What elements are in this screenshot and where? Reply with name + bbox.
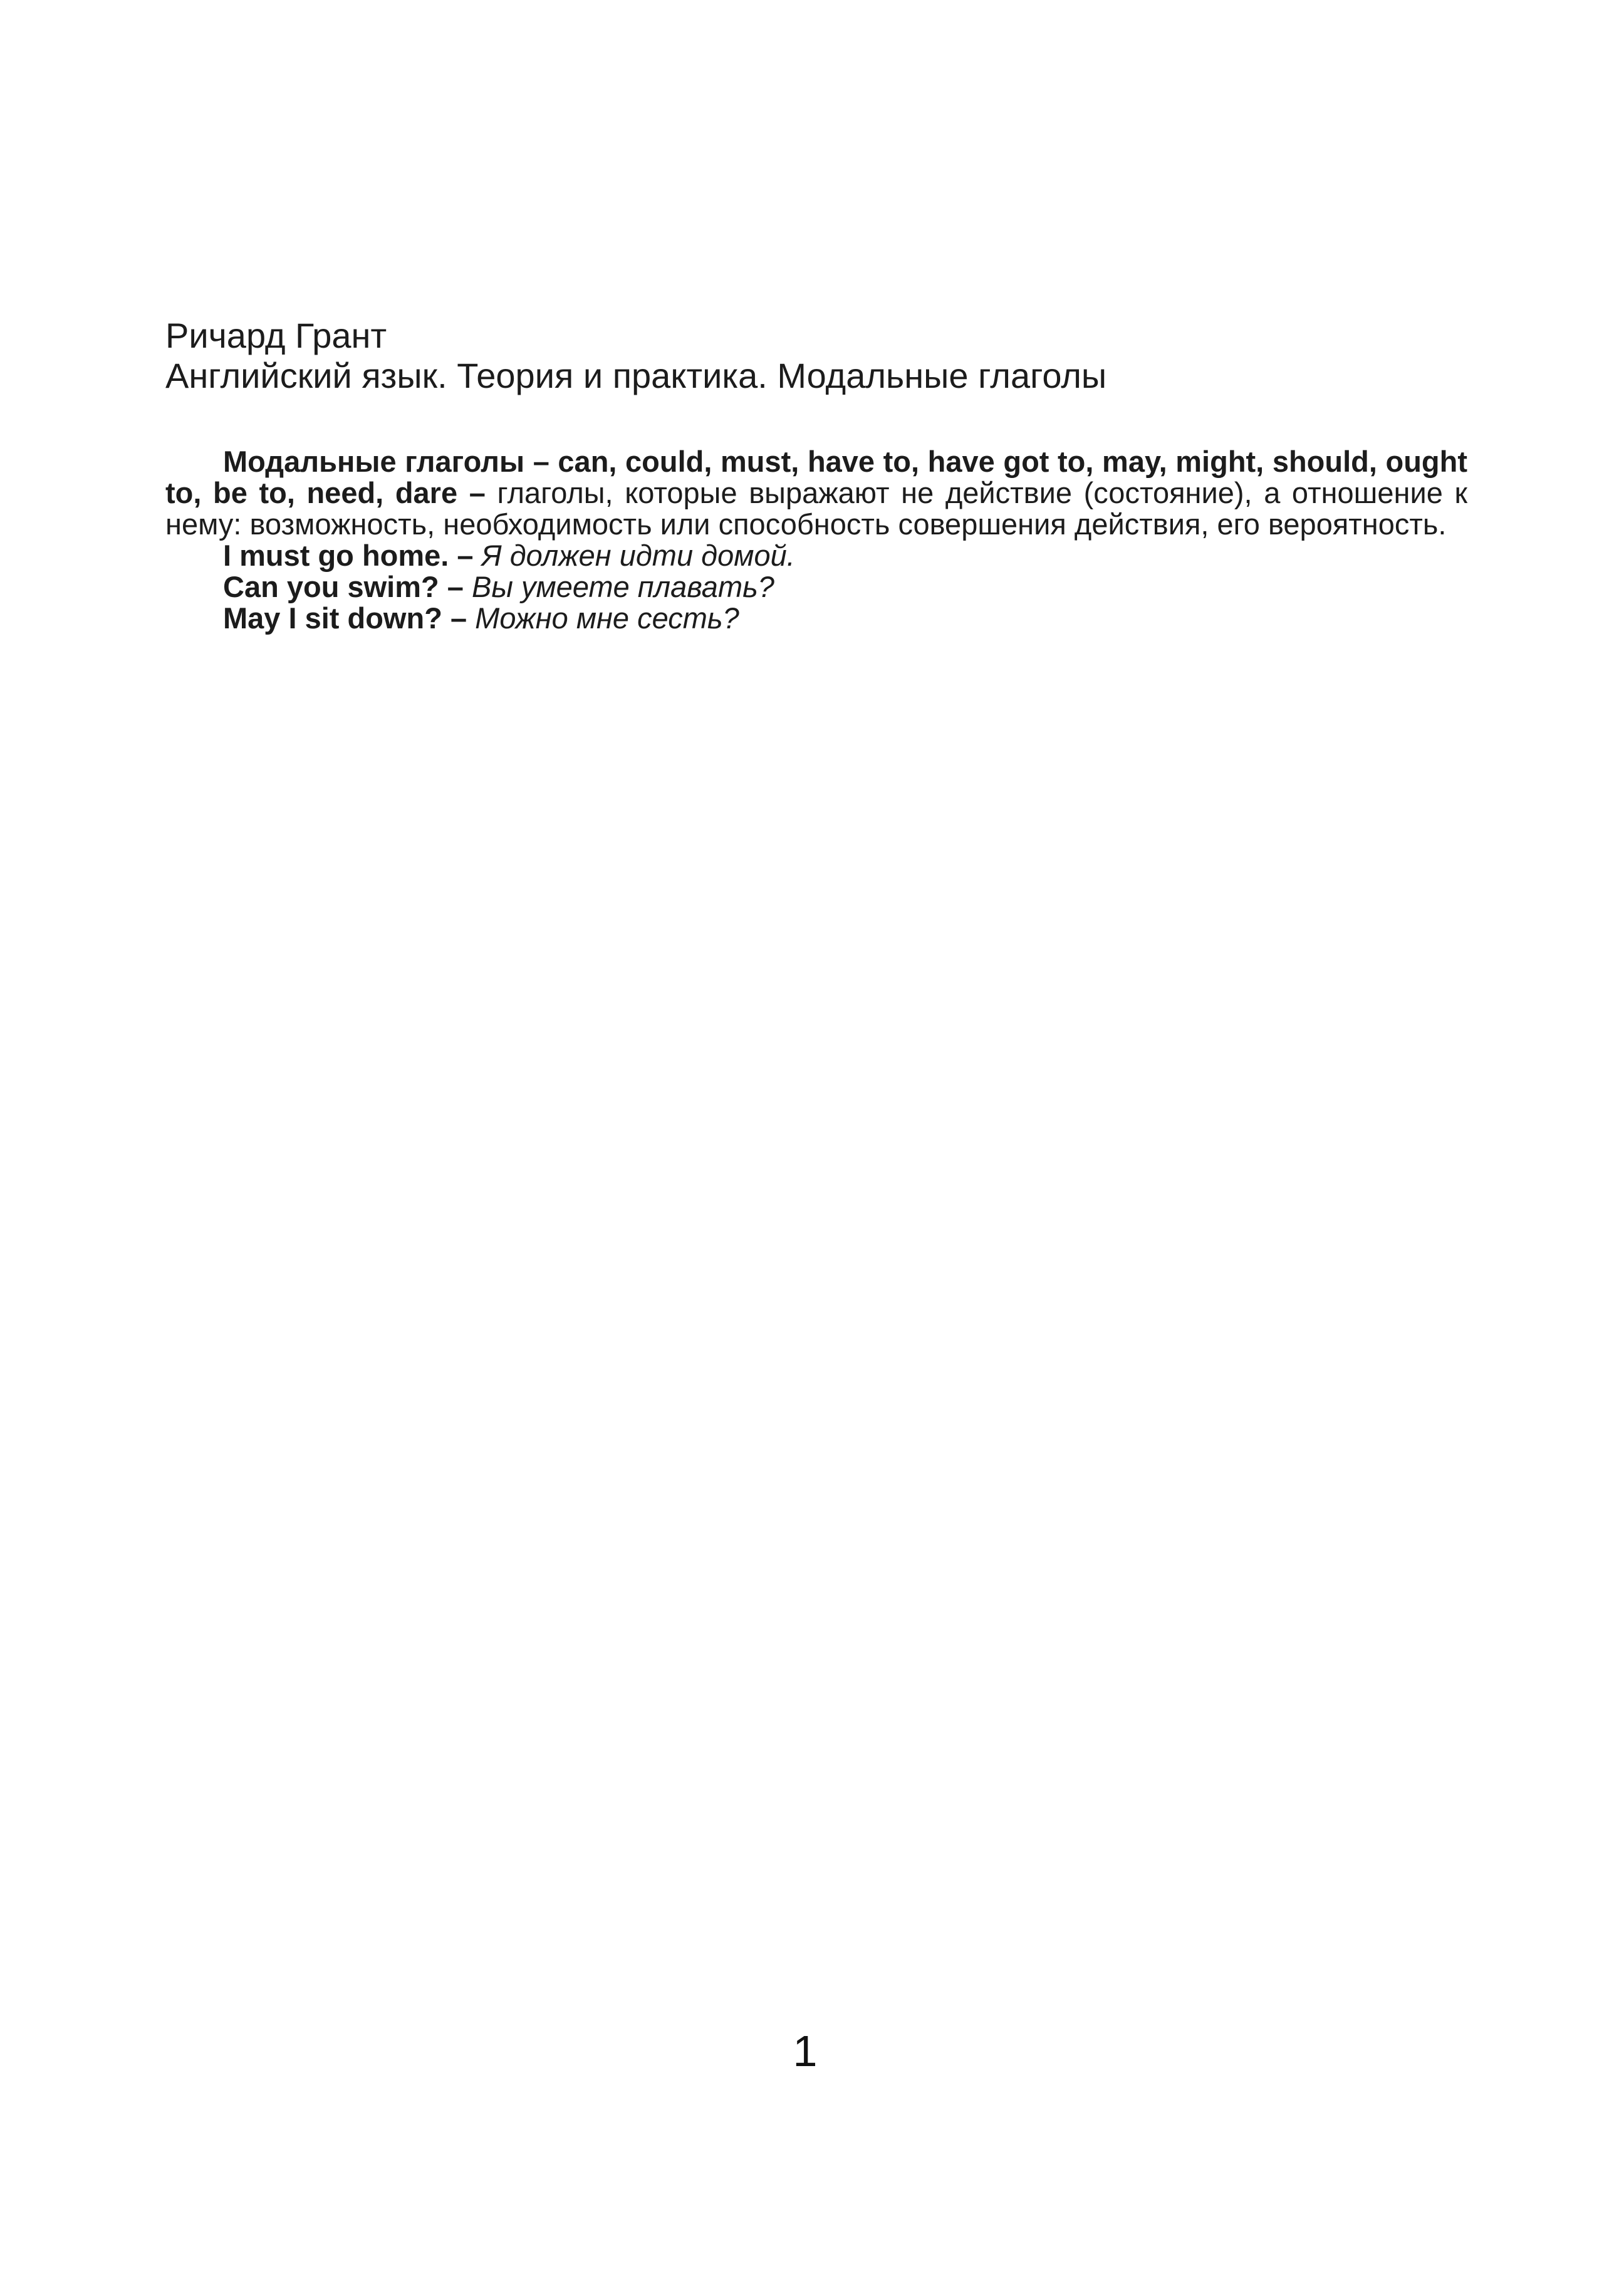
example-sentence-3: [165, 603, 1467, 634]
example-2-english: Can you swim? –: [223, 570, 464, 603]
example-1-russian: Я должен идти домой.: [481, 539, 795, 572]
example-3-english: May I sit down? –: [223, 601, 467, 635]
example-sentence-1: [165, 540, 1467, 571]
text-block: [165, 446, 1467, 634]
paragraph-rest: глаголы, которые выражают не действие (состояние), а отношение к нему: возможность, необходимость или способность совершения действия, его вероятность.: [165, 476, 1468, 541]
example-1-english: I must go home. –: [223, 539, 474, 572]
example-2-russian: Вы умеете плавать?: [471, 570, 774, 603]
author-name: Ричард Грант: [165, 316, 387, 355]
example-3-russian: Можно мне сесть?: [475, 601, 739, 635]
title-block: [165, 316, 1469, 396]
intro-paragraph: [165, 446, 1467, 540]
paragraph-bold-lead: Модальные глаголы – can, could, must, have to, have got to, may, might, should, ought to, be to, need, dare –: [165, 445, 1467, 509]
book-title: Английский язык. Теория и практика. Модальные глаголы: [165, 356, 1107, 395]
page-number: 1: [793, 2027, 818, 2075]
example-sentence-2: [165, 571, 1467, 603]
